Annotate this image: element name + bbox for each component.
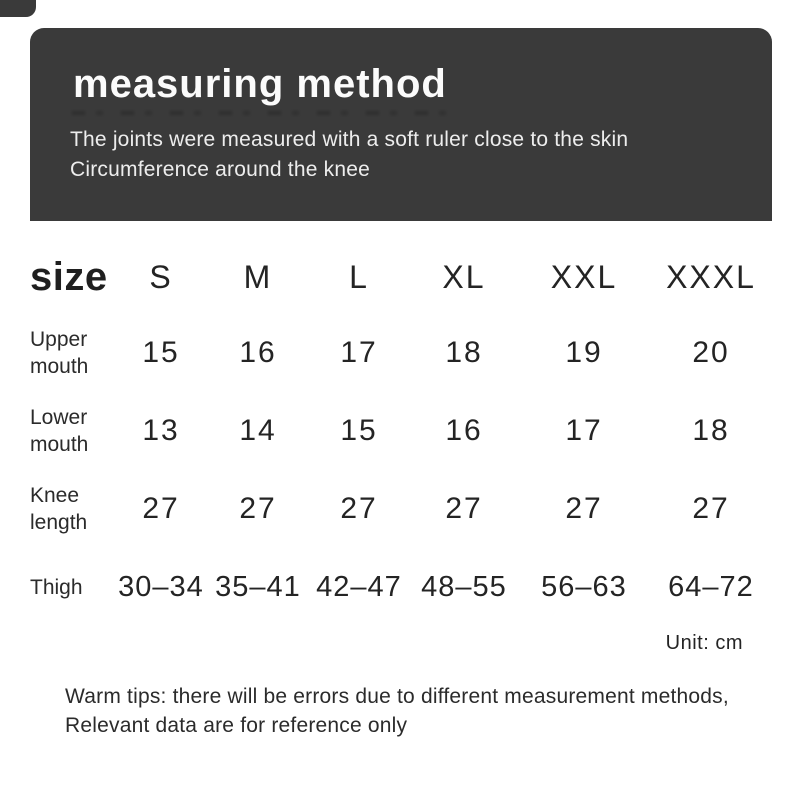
cell-value: 27 — [340, 492, 378, 525]
table-row-upper-mouth — [30, 314, 772, 392]
table-row-knee-length — [30, 470, 772, 548]
cell-value: 13 — [142, 414, 180, 447]
column-header-xxxl: XXXL — [666, 258, 756, 295]
cell-value: 15 — [142, 336, 180, 369]
column-header-xl: XL — [442, 258, 486, 295]
panel-description — [70, 125, 628, 185]
size-table-header-row — [30, 240, 772, 314]
column-header-m: M — [243, 258, 273, 295]
cell-value: 16 — [445, 414, 483, 447]
cell-value: 35–41 — [215, 570, 301, 603]
cell-value: 18 — [445, 336, 483, 369]
cell-value: 56–63 — [541, 570, 627, 603]
row-label: Upper mouth — [30, 328, 89, 378]
column-header-l: L — [349, 258, 369, 295]
title-ghost-underline — [72, 111, 464, 115]
cell-value: 18 — [692, 414, 730, 447]
unit-note: Unit: cm — [665, 632, 743, 654]
cell-value: 27 — [445, 492, 483, 525]
cell-value: 20 — [692, 336, 730, 369]
row-label: Lower mouth — [30, 406, 89, 456]
cell-value: 27 — [142, 492, 180, 525]
warm-tips-line-2: Relevant data are for reference only — [65, 714, 408, 737]
size-chart-table — [30, 240, 772, 626]
column-header-xxl: XXL — [550, 258, 618, 295]
cell-value: 15 — [340, 414, 378, 447]
cell-value: 64–72 — [668, 570, 754, 603]
cell-value: 27 — [239, 492, 277, 525]
cell-value: 14 — [239, 414, 277, 447]
row-label: Thigh — [30, 575, 83, 599]
table-row-thigh — [30, 548, 772, 626]
cell-value: 17 — [340, 336, 378, 369]
cell-value: 16 — [239, 336, 277, 369]
cell-value: 17 — [565, 414, 603, 447]
top-left-corner-decoration — [0, 0, 36, 17]
panel-description-line-2: Circumference around the knee — [70, 158, 370, 181]
warm-tips-line-1: Warm tips: there will be errors due to different measurement methods, — [65, 685, 729, 708]
warm-tips — [65, 682, 729, 740]
cell-value: 27 — [692, 492, 730, 525]
size-corner-label: size — [30, 254, 108, 299]
column-header-s: S — [149, 258, 173, 295]
cell-value: 48–55 — [421, 570, 507, 603]
cell-value: 42–47 — [316, 570, 402, 603]
table-row-lower-mouth — [30, 392, 772, 470]
cell-value: 19 — [565, 336, 603, 369]
measuring-method-panel — [30, 28, 772, 221]
panel-title: measuring method — [73, 62, 447, 106]
cell-value: 30–34 — [118, 570, 204, 603]
panel-description-line-1: The joints were measured with a soft ruler close to the skin — [70, 128, 629, 151]
cell-value: 27 — [565, 492, 603, 525]
row-label: Knee length — [30, 484, 88, 534]
